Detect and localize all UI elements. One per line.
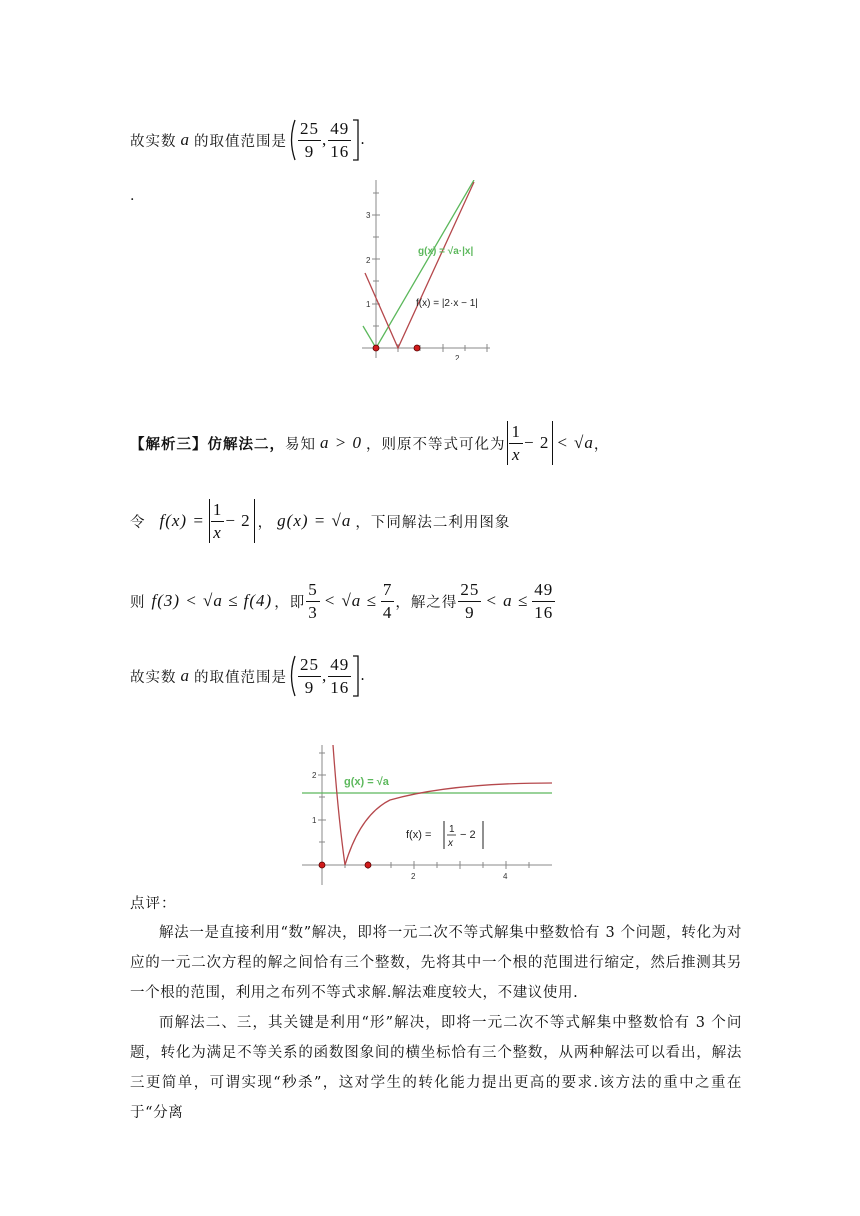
y-tick-2: 2: [366, 256, 371, 265]
right-bracket: [352, 118, 360, 162]
y-tick-2: 2: [312, 771, 317, 780]
f-curve: [333, 745, 552, 865]
stray-dot: .: [130, 188, 135, 204]
comment-title: 点评：: [130, 896, 177, 912]
range-line-2: 故实数 a 的取值范围是 $\frac{25}{9}$ , $\frac{49}{16}$ .: [130, 654, 366, 697]
graph-2: [300, 745, 555, 890]
analysis3-line: 【解析三】仿解法二， 易知 a > 0 ，则原不等式可化为 $\frac{1}{x}$ − 2 < √a ，: [130, 421, 610, 464]
comment-paragraph-1: 解法一是直接利用“数”解决，即将一元二次不等式解集中整数恰有 3 个问题，转化为对应的一元二次方程的解之间恰有三个整数，先将其中一个根的范围进行缩定，然后推测其另一个根的范围，利用之布列不等式求解.解法难度较大，不建议使用.: [130, 925, 742, 1001]
point-right: [365, 862, 371, 868]
y-tick-1: 1: [312, 816, 317, 825]
y-tick-1: 1: [366, 300, 371, 309]
fraction-25-9: $\frac{25}{9}$: [300, 118, 319, 161]
svg-text:1: 1: [449, 824, 455, 835]
x-tick-2: 2: [411, 872, 416, 881]
point-origin: [373, 345, 379, 351]
range-text-2: 的取值范围是: [194, 133, 287, 150]
range-line-1: 故实数 a 的取值范围是 $\frac{25}{9}$ , $\frac{49}{16}$ .: [130, 118, 366, 161]
var-a: a: [180, 130, 190, 149]
fraction-49-16: $\frac{49}{16}$: [330, 118, 350, 161]
cond: a > 0: [320, 433, 362, 452]
point-origin: [319, 862, 325, 868]
let-line: 令 f(x) = $\frac{1}{x}$ − 2 ， g(x) = √a ，下同解法二利用图象: [130, 499, 511, 542]
range-text: 故实数: [130, 133, 177, 150]
svg-text:− 2: − 2: [460, 829, 476, 841]
g-label: g(x) = √a·|x|: [418, 246, 474, 257]
x-tick-2: 2: [455, 354, 460, 360]
y-tick-3: 3: [366, 211, 371, 220]
g-label: g(x) = √a: [344, 776, 389, 788]
analysis3-heading: 【解析三】仿解法二，: [130, 435, 285, 453]
comment-paragraph-2: 而解法二、三，其关键是利用“形”解决，即将一元二次不等式解集中整数恰有 3 个问题，转化为满足不等关系的函数图象间的横坐标恰有三个整数，从两种解法可以看出，解法三更简单，可谓实现“秒杀”，这对学生的转化能力提出更高的要求.该方法的重中之重在于“分离: [130, 1015, 742, 1121]
point-right: [414, 345, 420, 351]
graph-1: [356, 180, 496, 360]
then-line: 则 f(3) < √a ≤ f(4) ，即 $\frac{5}{3}$ < √a ≤ $\frac{7}{4}$ ，解之得 $\frac{25}{9}$ < a ≤ $\frac{49}{16}$: [130, 579, 554, 622]
f-label: f(x) =: [406, 829, 432, 841]
g-curve: [363, 180, 474, 348]
svg-text:x: x: [448, 838, 453, 849]
x-tick-4: 4: [503, 872, 508, 881]
left-paren: [287, 118, 297, 162]
f-label: f(x) = |2·x − 1|: [416, 298, 478, 309]
